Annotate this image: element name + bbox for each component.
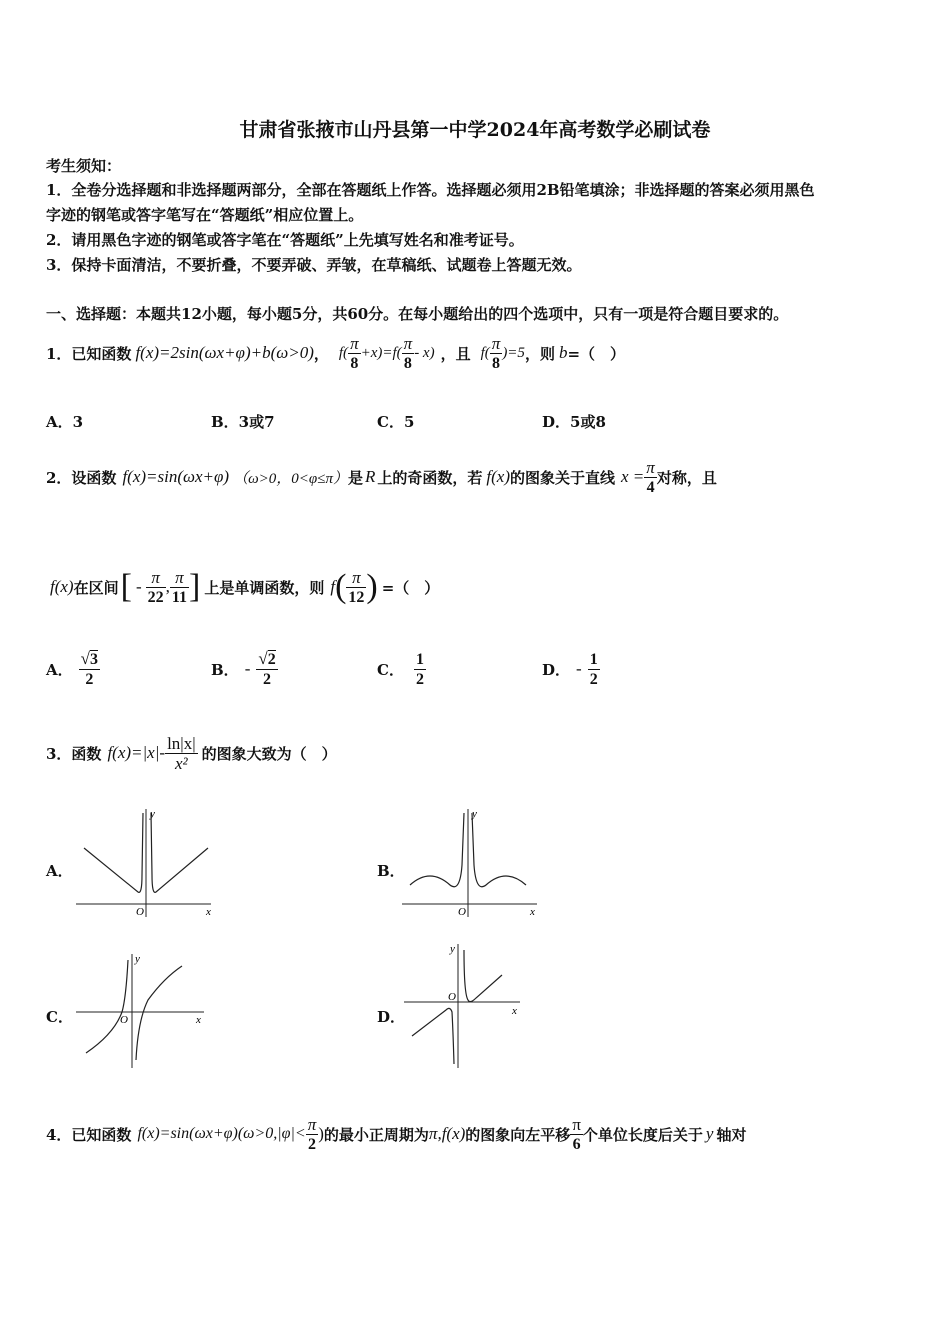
graph-d-right-branch: [464, 950, 502, 1002]
q4-y: y: [705, 1124, 714, 1143]
q2-option-c-value: $\frac{1}{2}$: [415, 650, 424, 688]
graph-c-y-label: y: [135, 953, 140, 965]
q2-l2-ask: =（ ）: [381, 578, 440, 597]
q4-close: ): [318, 1124, 324, 1143]
q1-option-d[interactable]: D．5或8: [542, 413, 606, 431]
graph-b-x-label: x: [530, 906, 535, 918]
q2-l2-a: 在区间: [73, 578, 119, 597]
q1-prefix: 1．已知函数: [46, 344, 132, 363]
q2-R: R: [365, 467, 376, 486]
q2-bracket-right: ]: [188, 568, 201, 605]
q1-ask: =（ ）: [567, 344, 626, 363]
q1-frac-pi-8-a: $\frac{\pi}{8}$: [350, 333, 359, 372]
q2-second-line: [50, 562, 439, 612]
q2-condition: （ω>0，0<φ≤π）: [233, 470, 348, 487]
q2-tail: 对称，且: [656, 468, 717, 487]
q1-cond2-left: f(: [480, 344, 490, 361]
q1-cond1-right: - x): [414, 344, 435, 361]
q4-period: π,: [428, 1124, 442, 1143]
q2-frac-pi-4: $\frac{\pi}{4}$: [646, 457, 655, 496]
q1-function: f(x)=2sin(ωx+φ)+b(ω>0): [135, 343, 314, 362]
q2-option-b[interactable]: [211, 646, 278, 692]
q4-prefix: 4．已知函数: [46, 1125, 132, 1144]
q1-cond1-left: f(: [338, 344, 349, 361]
q2-option-d-value: $\frac{1}{2}$: [589, 650, 598, 688]
q3-option-a-label[interactable]: A．: [46, 862, 73, 880]
q2-line-x: x =: [621, 467, 645, 486]
notice-line-1: 1．全卷分选择题和非选择题两部分，全部在答题纸上作答。选择题必须用2B铅笔填涂；非选择题的答案必须用黑色: [46, 181, 815, 199]
page-title: 甘肃省张掖市山丹县第一中学2024年高考数学必刷试卷: [239, 119, 711, 141]
q2-mid2: 上的奇函数，若: [377, 468, 483, 487]
q3-option-d-label[interactable]: D．: [377, 1008, 406, 1026]
q1-cond2-right: )=5: [502, 344, 525, 361]
q2-frac-pi-22: $\frac{\pi}{22}$: [147, 567, 164, 606]
q3-option-c-label[interactable]: C．: [46, 1008, 73, 1026]
q2-mid1: 是: [347, 468, 363, 487]
q1-option-a[interactable]: A．3: [46, 413, 84, 431]
q2-option-a[interactable]: [46, 646, 100, 692]
q3-option-b-label[interactable]: B．: [377, 862, 405, 880]
q2-option-a-value: $\frac{√3}{2}$: [80, 649, 98, 688]
q3-frac: $\frac{\ln|x|}{\text{x²}}$: [167, 733, 196, 773]
q2-interval-minus: -: [135, 577, 142, 596]
graph-c-x-label: x: [196, 1014, 201, 1026]
q3-graph-b[interactable]: [402, 805, 542, 920]
notice-heading: 考生须知：: [46, 157, 122, 175]
q4-c: 个单位长度后关于: [582, 1125, 703, 1144]
q4-frac-pi-6: $\frac{\pi}{6}$: [572, 1114, 581, 1153]
q2-interval-comma: ,: [165, 577, 170, 596]
q2-option-b-label: B．: [211, 660, 239, 679]
q2-option-c-label: C．: [377, 660, 404, 679]
graph-a-origin: O: [136, 906, 144, 918]
q2-fx: f(x): [486, 467, 510, 486]
notice-line-4: 3．保持卡面清洁，不要折叠，不要弄破、弄皱，在草稿纸、试题卷上答题无效。: [46, 256, 582, 274]
q4-function: f(x)=sin(ωx+φ)(ω>0,|φ|<: [137, 1125, 306, 1142]
q2-paren-left: (: [335, 568, 347, 605]
q2-option-c[interactable]: [377, 646, 426, 692]
q1-and: ，且: [440, 344, 471, 363]
q1-frac-pi-8-c: $\frac{\pi}{8}$: [491, 333, 501, 372]
graph-b-origin: O: [458, 906, 466, 918]
graph-a-right-branch: [151, 813, 208, 892]
graph-b-right-branch: [472, 813, 526, 887]
graph-d-left-branch: [412, 1008, 454, 1064]
q1-frac-pi-8-b: $\frac{\pi}{8}$: [403, 333, 413, 372]
notice-line-2: 字迹的钢笔或答字笔写在“答题纸”相应位置上。: [46, 206, 364, 224]
q3-tail: 的图象大致为（ ）: [201, 744, 337, 763]
q1-comma: ，: [313, 344, 329, 363]
q3-prefix: 3．函数: [46, 744, 102, 763]
q2-frac-pi-12: $\frac{\pi}{12}$: [348, 567, 365, 606]
q2-prefix: 2．设函数: [46, 468, 117, 487]
q2-frac-pi-11: $\frac{\pi}{11}$: [171, 567, 187, 606]
q1-b-var: b: [558, 343, 568, 362]
graph-c-origin: O: [120, 1014, 128, 1026]
q2-function: f(x)=sin(ωx+φ): [122, 467, 230, 486]
q3-func-left: f(x)=|x|-: [107, 743, 166, 762]
graph-d-x-label: x: [512, 1005, 517, 1017]
q3-graph-a[interactable]: [76, 805, 216, 920]
q2-option-a-label: A．: [46, 660, 73, 679]
q4-fx: f(x): [441, 1124, 466, 1143]
q2-option-b-value: $\frac{√2}{2}$: [258, 649, 276, 688]
graph-c-right-branch: [136, 966, 182, 1060]
section-heading: 一、选择题：本题共12小题，每小题5分，共60分。在每小题给出的四个选项中，只有一项是符合题目要求的。: [46, 305, 789, 323]
q2-l2-fx: f(x): [50, 577, 74, 596]
graph-c-left-branch: [86, 960, 128, 1053]
q1-option-c[interactable]: C．5: [377, 413, 415, 431]
q2-option-d-label: D．: [542, 660, 571, 679]
q2-paren-right: ): [366, 568, 378, 605]
q4-d: 轴对: [716, 1125, 747, 1144]
graph-a-y-label: y: [150, 808, 155, 820]
q1-cond1-mid: +x)=f(: [360, 344, 402, 361]
q4-frac-pi-2: $\frac{\pi}{2}$: [307, 1114, 317, 1153]
notice-line-3: 2．请用黑色字迹的钢笔或答字笔在“答题纸”上先填写姓名和准考证号。: [46, 231, 524, 249]
q2-option-b-minus: -: [244, 659, 251, 678]
q2-option-d[interactable]: [542, 646, 600, 692]
q3-graph-c[interactable]: [76, 950, 216, 1070]
q2-l2-b: 上是单调函数，则: [204, 578, 325, 597]
q4-a: 的最小正周期为: [323, 1125, 429, 1144]
graph-b-y-label: y: [472, 808, 477, 820]
question-2-stem: [46, 452, 717, 502]
q1-option-b[interactable]: B．3或7: [211, 413, 275, 431]
q2-option-d-minus: -: [576, 659, 582, 678]
q2-l2-f: f: [330, 577, 336, 596]
graph-d-y-label: y: [450, 943, 455, 955]
q2-bracket-left: [: [120, 568, 132, 605]
graph-a-left-branch: [84, 813, 143, 892]
q4-b: 的图象向左平移: [465, 1125, 571, 1144]
question-4-stem: [46, 1110, 746, 1158]
q3-graph-d[interactable]: [402, 940, 532, 1070]
q1-then: ，则: [524, 344, 555, 363]
q2-mid3: 的图象关于直线: [510, 468, 616, 487]
question-3-stem: [46, 728, 337, 778]
graph-a-x-label: x: [206, 906, 211, 918]
graph-b-left-branch: [410, 813, 464, 887]
graph-d-origin: O: [448, 991, 456, 1003]
question-1-stem: [46, 333, 625, 373]
